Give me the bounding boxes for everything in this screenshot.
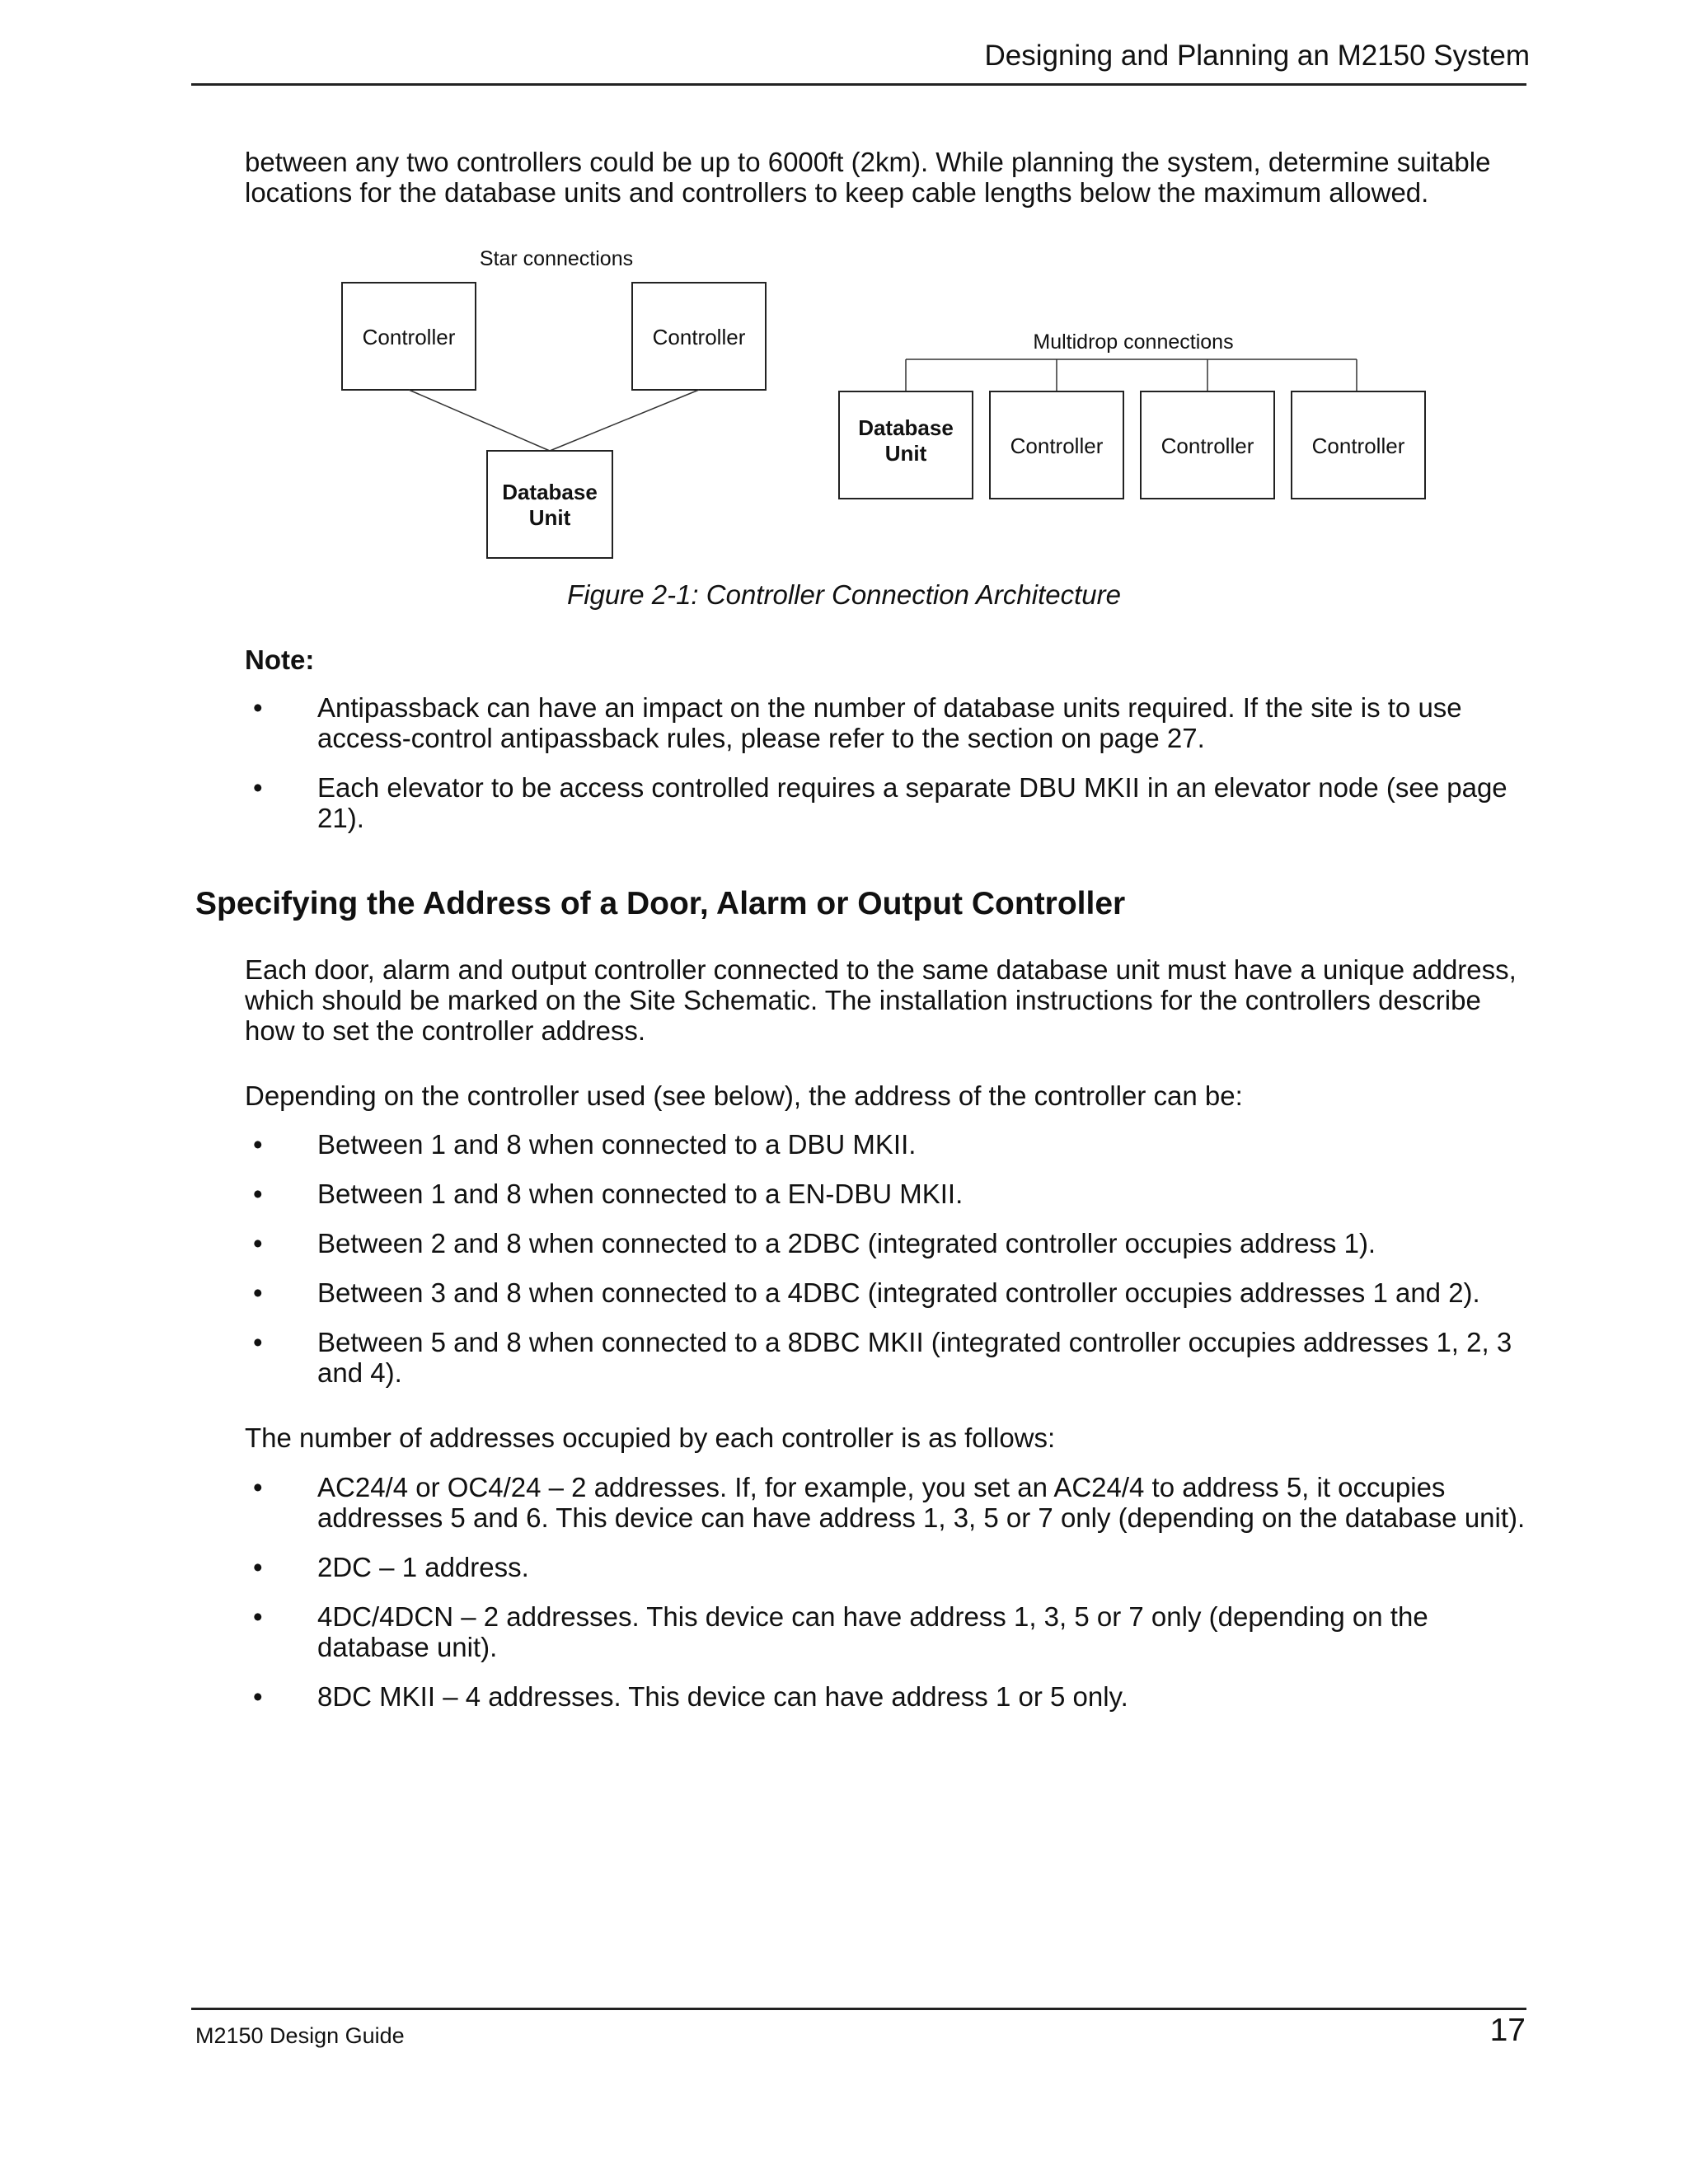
list-item xyxy=(245,1472,1531,1533)
address-bullet-text: Between 2 and 8 when connected to a 2DBC (integrated controller occupies address 1). xyxy=(317,1228,1376,1258)
bullet-icon: • xyxy=(253,1552,263,1582)
section-heading: Specifying the Address of a Door, Alarm or Output Controller xyxy=(195,886,1126,921)
section-paragraph-1: Each door, alarm and output controller connected to the same database unit must have a unique address, which should be marked on the Site Schematic. The installation instructions for the controllers describe how to set the controller address. xyxy=(245,954,1517,1046)
note-bullet-list xyxy=(245,692,1531,833)
star-link-right xyxy=(550,390,699,451)
page-header-title: Designing and Planning an M2150 System xyxy=(984,40,1530,72)
star-database-unit-box xyxy=(487,451,612,558)
occupancy-bullet-text: 2DC – 1 address. xyxy=(317,1552,529,1582)
bullet-icon: • xyxy=(253,1129,263,1160)
intro-paragraph: between any two controllers could be up to 6000ft (2km). While planning the system, determine suitable locations for the database units and controllers to keep cable lengths below the maximum allowed. xyxy=(245,147,1491,208)
list-item xyxy=(245,1179,1531,1209)
footer-rule xyxy=(191,2008,1526,2010)
star-link-left xyxy=(409,390,550,451)
star-database-unit-line1: Database xyxy=(502,480,598,504)
list-item xyxy=(245,1601,1531,1662)
bullet-icon: • xyxy=(253,1472,263,1502)
bullet-icon: • xyxy=(253,1327,263,1357)
list-item xyxy=(245,1327,1531,1388)
note-bullet-text: Each elevator to be access controlled requires a separate DBU MKII in an elevator node (see page 21). xyxy=(317,772,1507,833)
occupancy-bullet-text: 4DC/4DCN – 2 addresses. This device can have address 1, 3, 5 or 7 only (depending on the database unit). xyxy=(317,1601,1428,1662)
list-item xyxy=(245,1228,1531,1258)
star-controller-left-label: Controller xyxy=(362,325,456,349)
star-connections-title: Star connections xyxy=(479,247,634,270)
multidrop-connections-title: Multidrop connections xyxy=(1033,330,1234,354)
multidrop-controller-3-label: Controller xyxy=(1311,434,1405,458)
header-rule xyxy=(191,83,1526,86)
star-controller-right-label: Controller xyxy=(652,325,746,349)
address-bullet-list xyxy=(245,1129,1531,1388)
bullet-icon: • xyxy=(253,1277,263,1308)
address-bullet-text: Between 1 and 8 when connected to a EN-DBU MKII. xyxy=(317,1179,964,1209)
bullet-icon: • xyxy=(253,692,263,723)
bullet-icon: • xyxy=(253,1228,263,1258)
list-item xyxy=(245,772,1531,833)
note-label: Note: xyxy=(245,644,315,675)
star-database-unit-line2: Unit xyxy=(528,505,571,530)
multidrop-database-unit-line2: Unit xyxy=(884,441,927,466)
occupancy-bullet-text: AC24/4 or OC4/24 – 2 addresses. If, for example, you set an AC24/4 to address 5, it occupies addresses 5 and 6. This device can have address 1, 3, 5 or 7 only (depending on the database unit). xyxy=(317,1472,1526,1533)
bullet-icon: • xyxy=(253,1179,263,1209)
footer-page-number: 17 xyxy=(1489,2013,1526,2048)
address-bullet-text: Between 1 and 8 when connected to a DBU MKII. xyxy=(317,1129,917,1160)
multidrop-controller-1-label: Controller xyxy=(1010,434,1104,458)
list-item xyxy=(245,1129,1531,1160)
occupancy-bullet-text: 8DC MKII – 4 addresses. This device can have address 1 or 5 only. xyxy=(317,1681,1128,1712)
list-item xyxy=(245,1681,1531,1712)
address-bullet-text: Between 5 and 8 when connected to a 8DBC MKII (integrated controller occupies addresses 1, 2, 3 and 4). xyxy=(317,1327,1512,1388)
bullet-icon: • xyxy=(253,1681,263,1712)
multidrop-database-unit-line1: Database xyxy=(858,415,954,440)
address-bullet-text: Between 3 and 8 when connected to a 4DBC (integrated controller occupies addresses 1 and 2). xyxy=(317,1277,1480,1308)
list-item xyxy=(245,1277,1531,1308)
bullet-icon: • xyxy=(253,772,263,803)
section-paragraph-3: The number of addresses occupied by each controller is as follows: xyxy=(245,1422,1056,1453)
occupancy-bullet-list xyxy=(245,1472,1531,1712)
list-item xyxy=(245,1552,1531,1582)
footer-document-title: M2150 Design Guide xyxy=(195,2023,405,2048)
bullet-icon: • xyxy=(253,1601,263,1632)
figure-caption: Figure 2-1: Controller Connection Architecture xyxy=(567,579,1121,610)
connection-architecture-diagram xyxy=(0,239,1688,569)
section-paragraph-2: Depending on the controller used (see below), the address of the controller can be: xyxy=(245,1080,1243,1111)
note-bullet-text: Antipassback can have an impact on the number of database units required. If the site is to use access-control antipassback rules, please refer to the section on page 27. xyxy=(317,692,1462,753)
multidrop-controller-2-label: Controller xyxy=(1160,434,1254,458)
list-item xyxy=(245,692,1531,753)
